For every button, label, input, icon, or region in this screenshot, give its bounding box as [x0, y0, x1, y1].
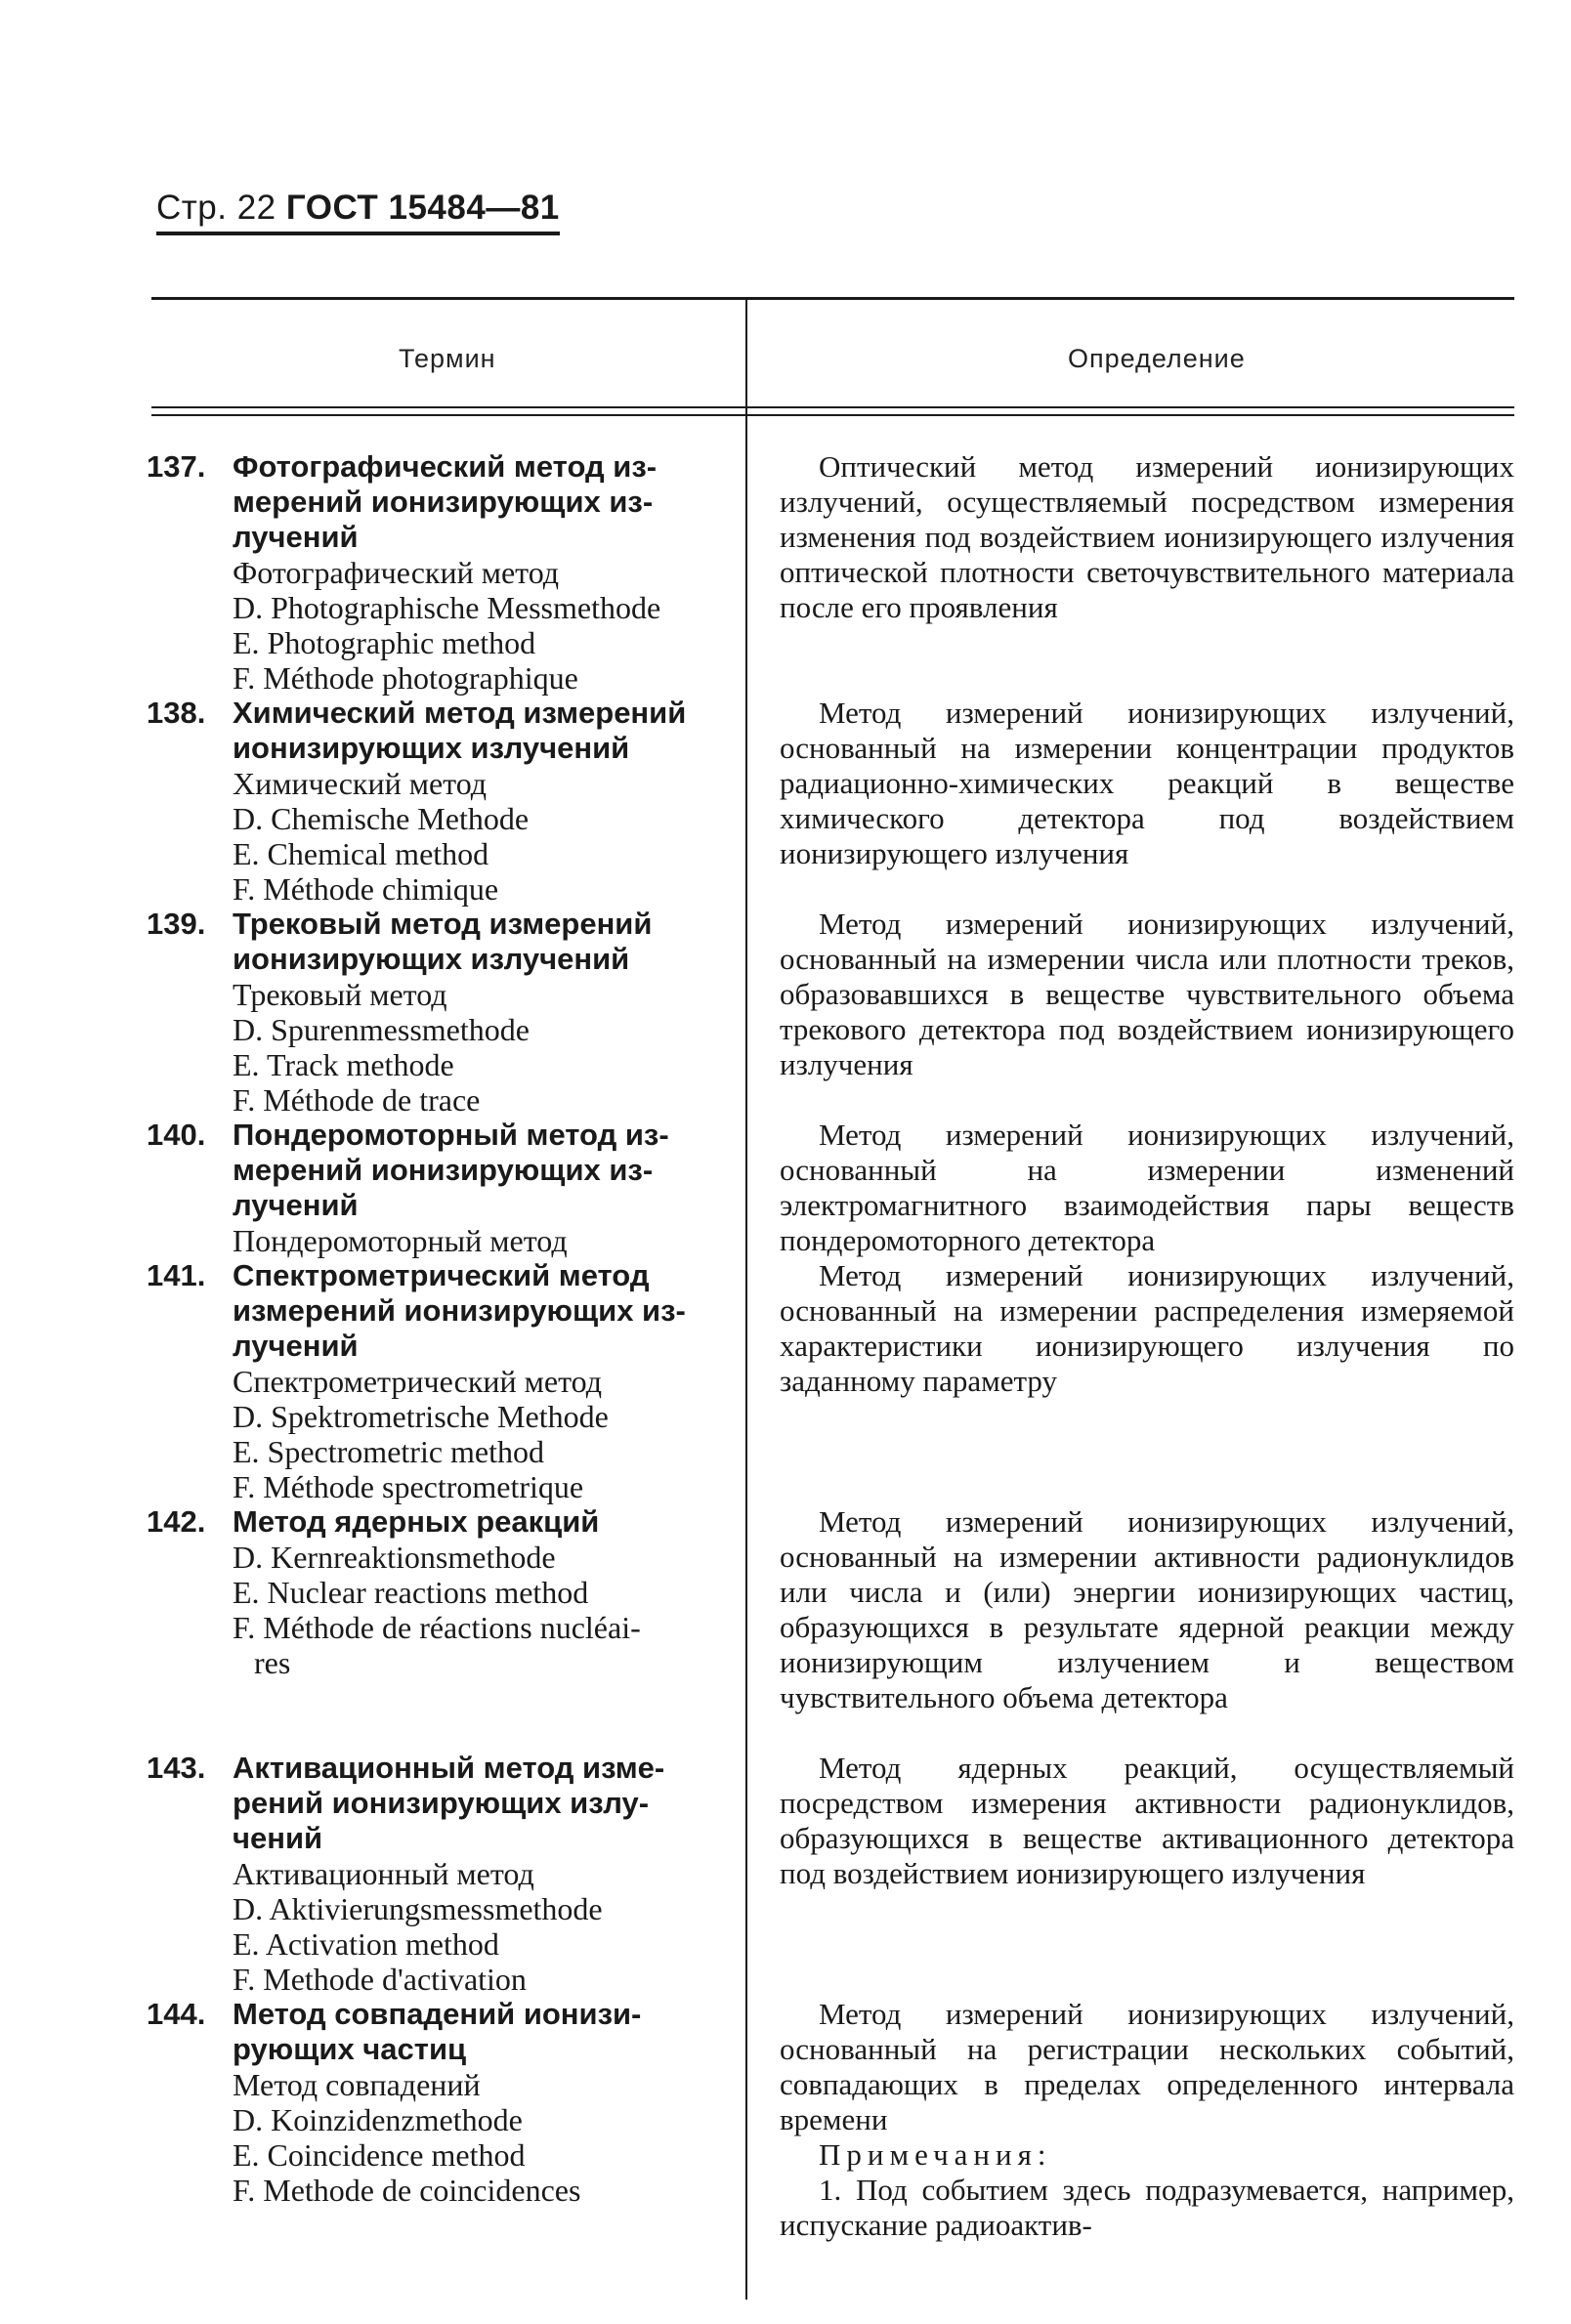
definition-143: Метод ядерных реакций, осуществляемый посредством измерения активности радионуклидов, образующихся в веществе активационного детектора под воздействием ионизирующего излучения	[780, 1751, 1514, 1890]
definition-139: Метод измерений ионизирующих излучений, основанный на измерении числа или плотности треков, образовавшихся в веществе чувствительного объема трекового детектора под воздействием ионизирующего излучения	[780, 907, 1514, 1081]
term-french: F. Méthode spectrometrique	[233, 1469, 584, 1504]
definition-141: Метод измерений ионизирующих излучений, основанный на измерении распределения измеряемой характеристики ионизирующего излучения по заданному параметру	[780, 1258, 1514, 1398]
term-number: 142.	[147, 1504, 206, 1539]
column-header-term: Термин	[399, 344, 496, 373]
term-number: 140.	[147, 1118, 206, 1152]
term-title-line: Метод ядерных реакций	[233, 1504, 600, 1539]
term-french-cont: res	[254, 1645, 291, 1680]
term-french: F. Méthode de réactions nucléai-	[233, 1610, 641, 1645]
term-entry-139	[147, 907, 723, 1118]
column-header-definition: Определение	[1068, 344, 1246, 373]
definition-142: Метод измерений ионизирующих излучений, основанный на измерении активности радионуклидов или числа и (или) энергии ионизирующих частиц, образующихся в результате ядерной реакции между ионизирующим излучением и веществом чувствительного объема детектора	[780, 1504, 1514, 1714]
term-english: E. Spectrometric method	[233, 1434, 545, 1469]
term-german: D. Koinzidenzmethode	[233, 2102, 523, 2137]
term-french: F. Méthode photographique	[233, 660, 578, 696]
term-german: D. Kernreaktionsmethode	[233, 1540, 556, 1575]
page-number: Стр. 22	[156, 189, 276, 227]
term-title-line: Метод совпадений ионизи-	[233, 1997, 642, 2031]
term-english: E. Track methode	[233, 1047, 454, 1082]
term-title-line: измерений ионизирующих из-	[233, 1293, 686, 1328]
term-entry-138	[147, 696, 723, 907]
term-title-line: ионизирующих излучений	[233, 942, 630, 976]
term-title-line: ионизирующих излучений	[233, 731, 630, 765]
note-1: 1. Под событием здесь подразумевается, например, испускание радиоактив-	[780, 2173, 1514, 2242]
term-entry-142	[147, 1504, 723, 1680]
term-german: D. Aktivierungsmessmethode	[233, 1891, 603, 1926]
notes-title: Примечания:	[819, 2137, 1052, 2172]
term-title-line: мерений ионизирующих из-	[233, 1153, 654, 1187]
term-title-line: лучений	[233, 1329, 359, 1363]
term-number: 141.	[147, 1258, 206, 1292]
term-number: 138.	[147, 696, 206, 730]
term-short-form: Метод совпадений	[233, 2067, 481, 2102]
term-entry-141	[147, 1258, 723, 1504]
term-short-form: Химический метод	[233, 766, 488, 801]
term-title-line: Трековый метод измерений	[233, 907, 653, 941]
term-short-form: Пондеромоторный метод	[233, 1223, 568, 1258]
term-english: E. Coincidence method	[233, 2137, 526, 2173]
term-french: F. Méthode chimique	[233, 871, 499, 907]
definition-140: Метод измерений ионизирующих излучений, основанный на измерении изменений электромагнитного взаимодействия пары веществ пондеромоторного детектора	[780, 1118, 1514, 1257]
term-title-line: лучений	[233, 520, 359, 554]
term-number: 137.	[147, 449, 206, 484]
term-title-line: чений	[233, 1821, 323, 1855]
top-rule	[151, 297, 1514, 300]
definition-144: Метод измерений ионизирующих излучений, основанный на регистрации нескольких событий, совпадающих в пределах определенного интервала времени	[780, 1997, 1514, 2136]
term-title-line: лучений	[233, 1188, 359, 1222]
term-entry-137	[147, 449, 723, 696]
definition-137: Оптический метод измерений ионизирующих излучений, осуществляемый посредством измерения изменения под воздействием ионизирующего излучения оптической плотности светочувствительного материала после его проявления	[780, 449, 1514, 624]
term-short-form: Спектрометрический метод	[233, 1364, 602, 1399]
term-german: D. Photographische Messmethode	[233, 590, 661, 625]
term-title-line: рений ионизирующих излу-	[233, 1786, 650, 1820]
column-divider	[745, 297, 747, 2300]
term-french: F. Méthode de trace	[233, 1082, 481, 1118]
standard-code: ГОСТ 15484—81	[285, 189, 560, 227]
term-title-line: Пондеромоторный метод из-	[233, 1118, 669, 1152]
term-title-line: Активационный метод изме-	[233, 1751, 665, 1785]
term-title-line: рующих частиц	[233, 2032, 467, 2066]
term-short-form: Фотографический метод	[233, 555, 560, 590]
term-german: D. Chemische Methode	[233, 801, 530, 836]
term-short-form: Трековый метод	[233, 977, 447, 1012]
term-german: D. Spurenmessmethode	[233, 1012, 530, 1047]
term-french: F. Methode de coincidences	[233, 2173, 581, 2208]
term-title-line: Спектрометрический метод	[233, 1258, 650, 1292]
term-english: E. Photographic method	[233, 625, 536, 660]
term-short-form: Активационный метод	[233, 1856, 534, 1891]
term-title-line: Химический метод измерений	[233, 696, 687, 730]
term-number: 139.	[147, 907, 206, 941]
page-header	[156, 189, 560, 235]
term-german: D. Spektrometrische Methode	[233, 1399, 609, 1434]
term-english: E. Nuclear reactions method	[233, 1575, 589, 1610]
term-entry-144	[147, 1997, 723, 2208]
header-rule-upper	[151, 406, 1514, 408]
term-english: E. Activation method	[233, 1926, 499, 1962]
header-rule-lower	[151, 414, 1514, 416]
term-title-line: мерений ионизирующих из-	[233, 485, 654, 519]
term-entry-143	[147, 1751, 723, 1997]
term-title-line: Фотографический метод из-	[233, 449, 658, 484]
definition-138: Метод измерений ионизирующих излучений, основанный на измерении концентрации продуктов радиационно-химических реакций в веществе химического детектора под воздействием ионизирующего излучения	[780, 696, 1514, 870]
term-number: 143.	[147, 1751, 206, 1785]
term-number: 144.	[147, 1997, 206, 2031]
term-entry-140	[147, 1118, 723, 1258]
term-english: E. Chemical method	[233, 836, 489, 871]
term-french: F. Methode d'activation	[233, 1962, 527, 1997]
